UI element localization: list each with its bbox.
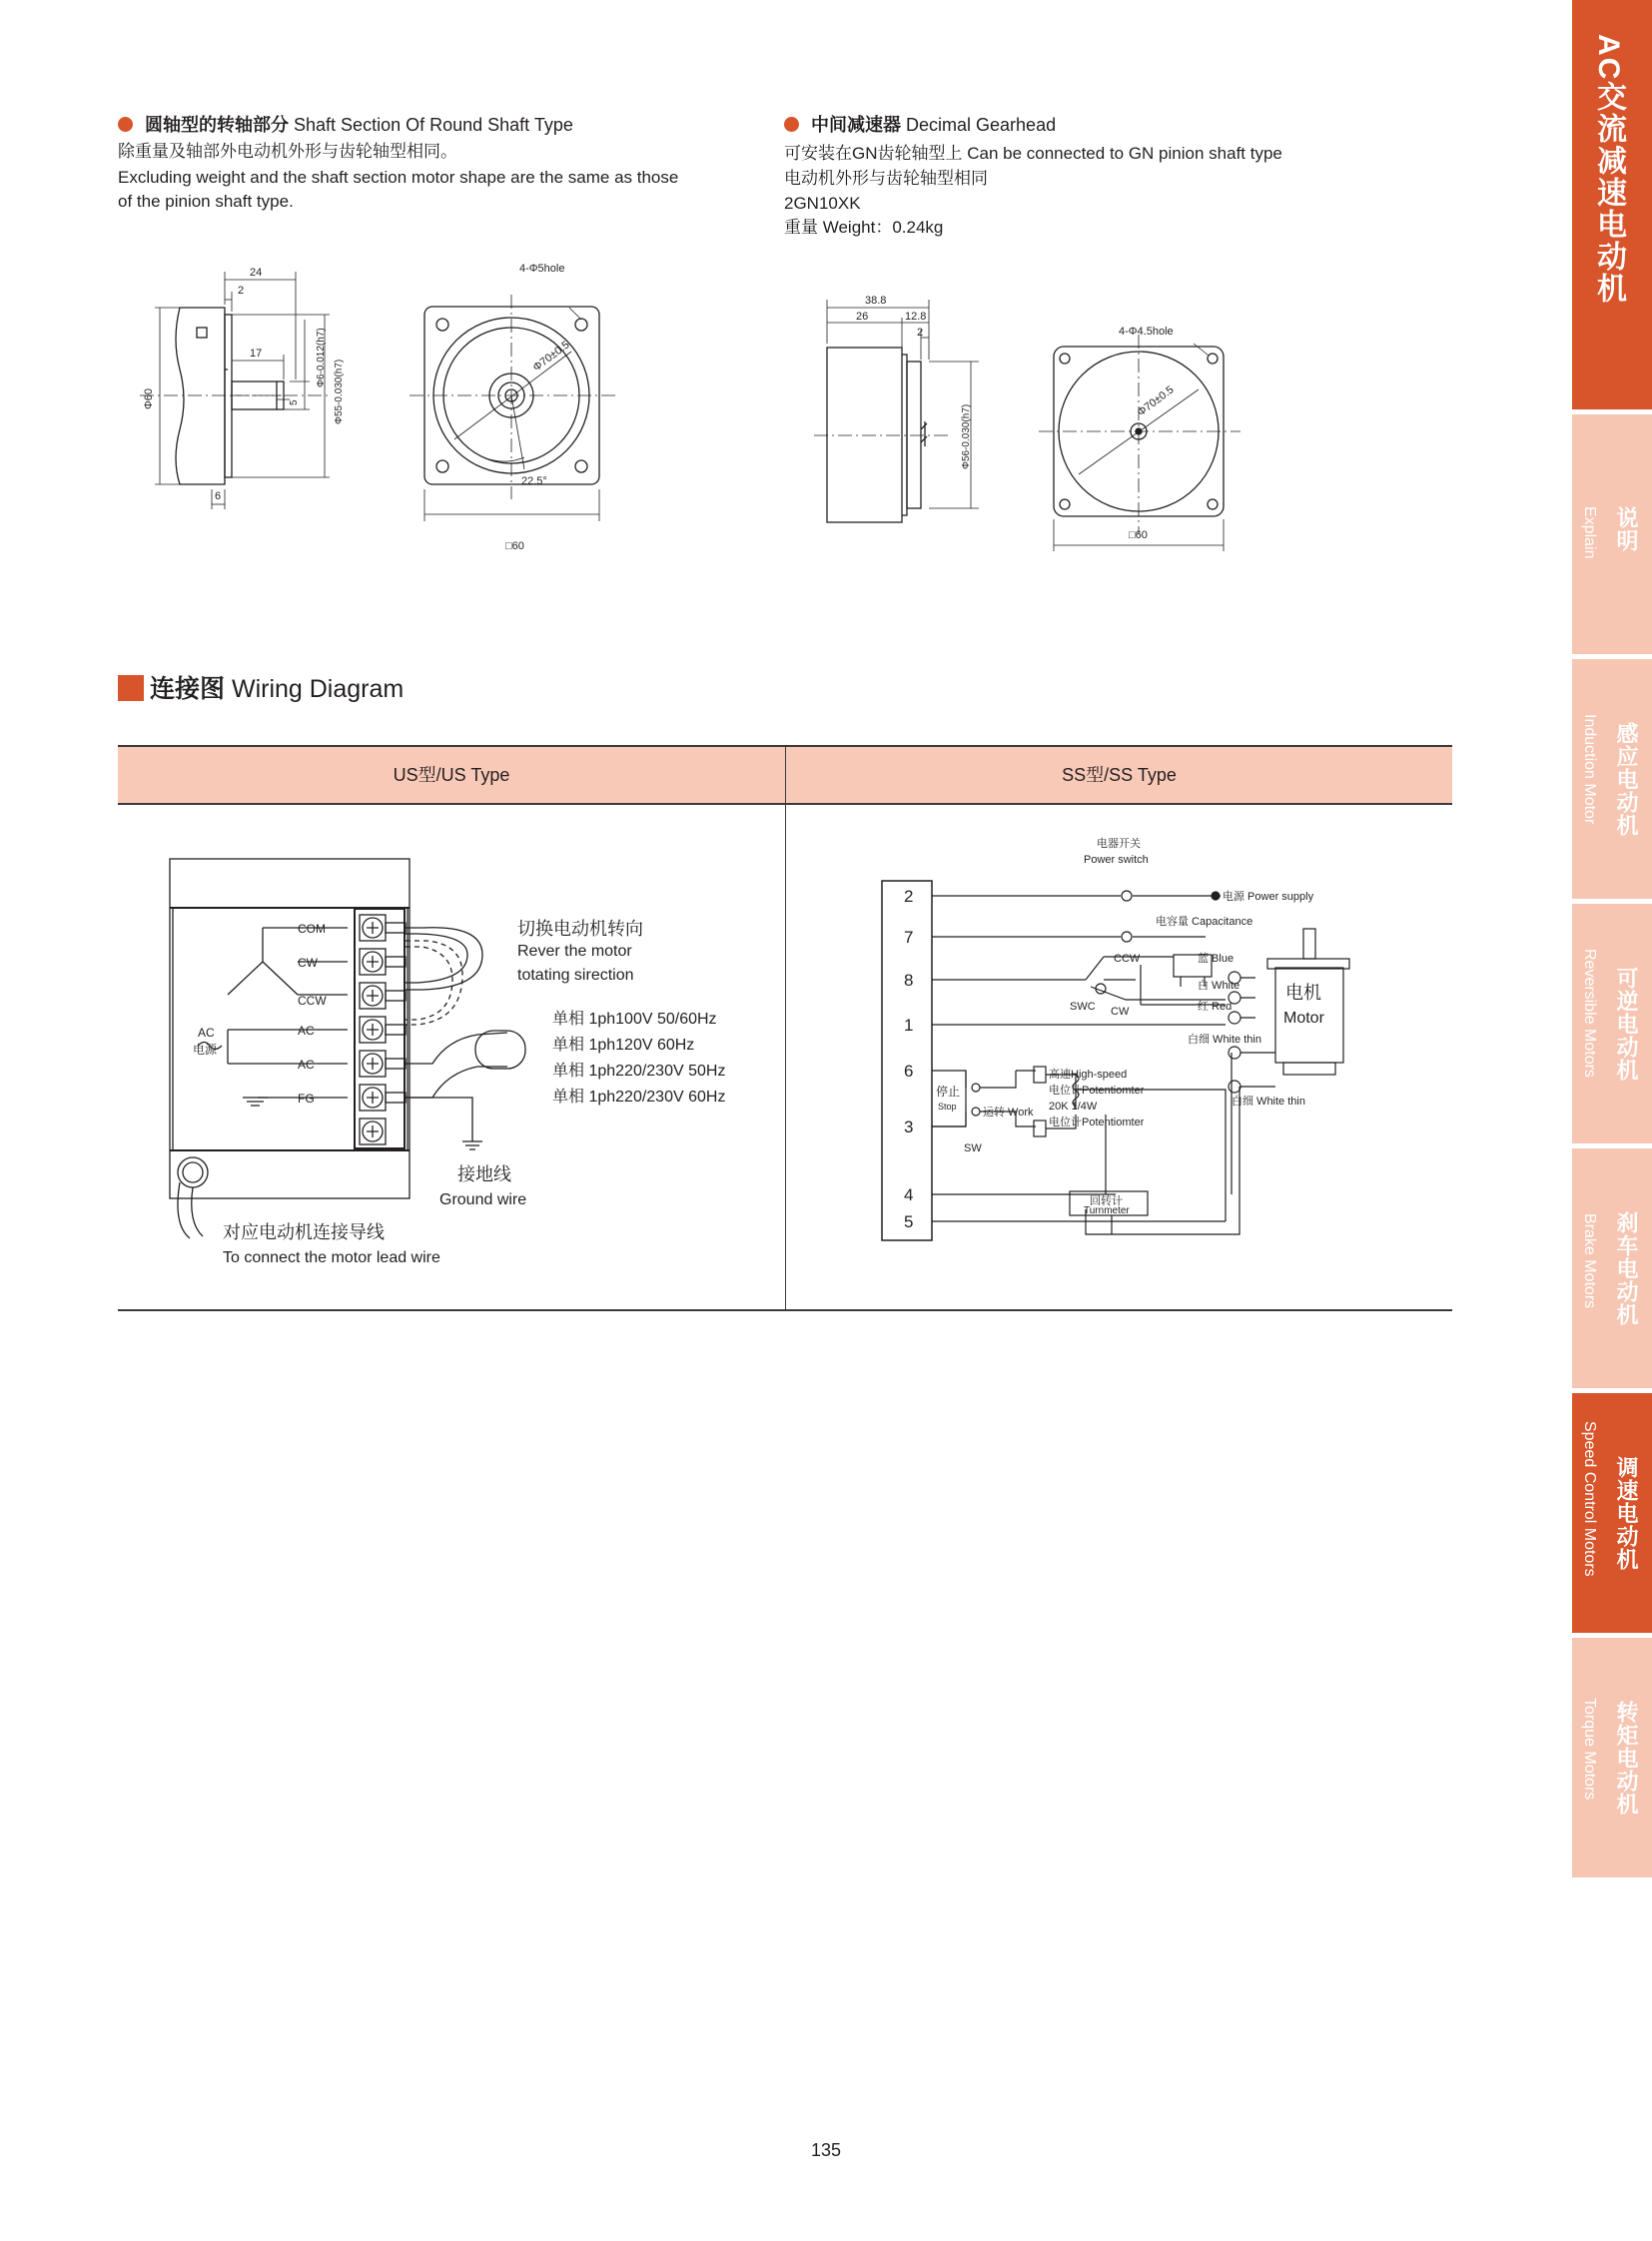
voltage-4: 单相 1ph220/230V 60Hz bbox=[552, 1089, 726, 1106]
pin-7: 7 bbox=[904, 928, 914, 947]
swc-label: SWC bbox=[1070, 1001, 1096, 1013]
square-label: □60 bbox=[1129, 529, 1148, 541]
dim-6: 6 bbox=[215, 490, 222, 502]
red-label: 红 Red bbox=[1198, 1001, 1233, 1013]
right-line4: 重量 Weight：0.24kg bbox=[784, 218, 944, 237]
sidebar bbox=[1572, 0, 1652, 1877]
left-title-zh: 圆轴型的转轴部分 bbox=[145, 115, 289, 135]
tab-reversible-zh: 可逆电动机 bbox=[1614, 967, 1639, 1082]
tab-speed-control-motors[interactable] bbox=[1572, 1393, 1652, 1633]
switch-zh: 切换电动机转向 bbox=[517, 919, 643, 939]
tab-speed-en: Speed Control Motors bbox=[1581, 1421, 1598, 1577]
dim-17: 17 bbox=[250, 348, 263, 360]
col-ss-header: SS型/SS Type bbox=[786, 747, 1452, 803]
ground-en: Ground wire bbox=[439, 1191, 527, 1208]
ccw-label: CCW bbox=[298, 994, 327, 1008]
tab-brake-motors[interactable] bbox=[1572, 1148, 1652, 1388]
ground-zh: 接地线 bbox=[457, 1164, 511, 1184]
gearhead-drawing bbox=[799, 280, 1258, 559]
stop-zh: 停止 bbox=[936, 1085, 961, 1099]
ac1-label: AC bbox=[298, 1024, 315, 1038]
tab-explain[interactable] bbox=[1572, 414, 1652, 654]
holes-label: 4-Φ5hole bbox=[519, 263, 565, 275]
cw-label: CW bbox=[298, 956, 318, 970]
tab-reversible-en: Reversible Motors bbox=[1581, 949, 1598, 1078]
ccw-label: CCW bbox=[1114, 953, 1141, 965]
dim-5: 5 bbox=[289, 399, 300, 405]
voltage-1: 单相 1ph100V 50/60Hz bbox=[552, 1011, 717, 1028]
left-section-title bbox=[118, 113, 573, 137]
white-thin-1: 白细 White thin bbox=[1188, 1034, 1261, 1046]
pin-2: 2 bbox=[904, 887, 914, 906]
power-switch-zh: 电器开关 bbox=[1097, 838, 1141, 850]
pot-2: 电位计Potentiomter bbox=[1049, 1085, 1145, 1097]
tab-speed-zh: 调速电动机 bbox=[1614, 1456, 1639, 1571]
dim-phi56: Φ56-0.030(h7) bbox=[961, 403, 972, 469]
us-wiring-diagram bbox=[118, 805, 785, 1304]
right-line1: 可安装在GN齿轮轴型上 Can be connected to GN pinion shaft type bbox=[784, 144, 1282, 163]
bullet-icon bbox=[118, 117, 133, 132]
tab-torque-motors[interactable] bbox=[1572, 1638, 1652, 1877]
switch-en1: Rever the motor bbox=[517, 943, 632, 960]
pot-4: 电位计Potentiomter bbox=[1049, 1117, 1145, 1128]
dim-phi55: Φ55-0.030(h7) bbox=[334, 359, 345, 424]
table-bottom-rule bbox=[118, 1309, 1452, 1311]
bullet-icon bbox=[784, 117, 799, 132]
left-title-en: Shaft Section Of Round Shaft Type bbox=[294, 115, 573, 135]
angle-label: 22.5° bbox=[521, 475, 547, 487]
right-title-zh: 中间减速器 bbox=[811, 115, 901, 135]
round-shaft-drawing bbox=[130, 260, 629, 559]
fg-label: FG bbox=[298, 1092, 315, 1106]
voltage-2: 单相 1ph120V 60Hz bbox=[552, 1037, 695, 1054]
left-line1: 除重量及轴部外电动机外形与齿轮轴型相同。 bbox=[118, 142, 457, 161]
pcd-label: Φ70±0.5 bbox=[1135, 383, 1177, 419]
tab-brake-en: Brake Motors bbox=[1581, 1213, 1598, 1309]
work-label: 运转 Work bbox=[983, 1107, 1034, 1119]
tab-explain-zh: 说明 bbox=[1614, 506, 1639, 552]
holes-label: 4-Φ4.5hole bbox=[1119, 326, 1174, 338]
stop-en: Stop bbox=[938, 1102, 957, 1112]
pot-3: 20K 1/4W bbox=[1049, 1101, 1098, 1113]
cw-label: CW bbox=[1111, 1006, 1130, 1018]
switch-en2: totating sirection bbox=[517, 967, 634, 984]
tab-induction-en: Induction Motor bbox=[1581, 714, 1598, 825]
dim-phi6: Φ6-0.012(h7) bbox=[316, 328, 327, 387]
power-switch-en: Power switch bbox=[1084, 854, 1149, 866]
motor-wire-en: To connect the motor lead wire bbox=[223, 1249, 440, 1266]
pcd-label: Φ70±0.5 bbox=[530, 339, 572, 374]
left-line3: of the pinion shaft type. bbox=[118, 192, 294, 211]
dim-phi60: Φ60 bbox=[143, 387, 155, 409]
ss-wiring-diagram bbox=[786, 805, 1452, 1304]
dim-26: 26 bbox=[856, 311, 869, 323]
square-label: □60 bbox=[505, 540, 524, 552]
wiring-title-zh: 连接图 bbox=[150, 675, 226, 703]
terminals bbox=[360, 915, 386, 1144]
sidebar-title-tab bbox=[1572, 0, 1652, 409]
right-line3: 2GN10XK bbox=[784, 194, 861, 213]
right-line2: 电动机外形与齿轮轴型相同 bbox=[784, 169, 988, 188]
wiring-heading bbox=[118, 669, 404, 705]
right-title-en: Decimal Gearhead bbox=[906, 115, 1057, 135]
voltage-3: 单相 1ph220/230V 50Hz bbox=[552, 1063, 726, 1080]
pin-4: 4 bbox=[904, 1185, 914, 1204]
ac-zh-label: 电源 bbox=[193, 1043, 218, 1057]
power-supply: 电源 Power supply bbox=[1223, 891, 1314, 903]
sidebar-title: AC交流减速电动机 bbox=[1592, 34, 1625, 306]
com-label: COM bbox=[298, 922, 326, 936]
pin-1: 1 bbox=[904, 1016, 914, 1035]
pin-8: 8 bbox=[904, 971, 914, 990]
ac2-label: AC bbox=[298, 1058, 315, 1072]
dim-2: 2 bbox=[238, 285, 245, 297]
tab-induction-motor[interactable] bbox=[1572, 659, 1652, 899]
blue-label: 蓝 Blue bbox=[1198, 953, 1235, 965]
right-section-title bbox=[784, 113, 1056, 137]
tab-induction-zh: 感应电动机 bbox=[1614, 722, 1639, 837]
col-us-header: US型/US Type bbox=[118, 747, 785, 803]
dim-24: 24 bbox=[250, 267, 263, 279]
turnmeter-zh: 回转计 bbox=[1090, 1195, 1123, 1207]
pin-5: 5 bbox=[904, 1212, 914, 1231]
turnmeter-en: Turnmeter bbox=[1084, 1205, 1130, 1216]
tab-reversible-motors[interactable] bbox=[1572, 904, 1652, 1143]
dim-12-8: 12.8 bbox=[905, 311, 927, 323]
motor-wire-zh: 对应电动机连接导线 bbox=[223, 1222, 385, 1242]
motor-zh: 电机 bbox=[1285, 983, 1321, 1003]
dim-38-8: 38.8 bbox=[865, 295, 887, 307]
page-number: 135 bbox=[811, 2140, 842, 2160]
wiring-title-en: Wiring Diagram bbox=[231, 675, 405, 703]
pot-1: 高速High-speed bbox=[1049, 1069, 1128, 1081]
tab-torque-en: Torque Motors bbox=[1581, 1698, 1598, 1801]
ac-label: AC bbox=[198, 1026, 215, 1040]
sw-label: SW bbox=[964, 1142, 982, 1154]
white-thin-2: 白细 White thin bbox=[1232, 1096, 1305, 1108]
dim-2: 2 bbox=[917, 327, 924, 339]
square-icon bbox=[118, 675, 144, 701]
white-label: 白 White bbox=[1198, 980, 1240, 992]
pin-3: 3 bbox=[904, 1118, 914, 1136]
left-line2: Excluding weight and the shaft section motor shape are the same as those bbox=[118, 168, 679, 187]
tab-torque-zh: 转矩电动机 bbox=[1614, 1701, 1639, 1816]
side-body bbox=[176, 308, 225, 484]
tab-brake-zh: 刹车电动机 bbox=[1614, 1211, 1639, 1326]
capacitance: 电容量 Capacitance bbox=[1156, 916, 1253, 928]
tab-explain-en: Explain bbox=[1581, 506, 1598, 559]
pin-6: 6 bbox=[904, 1062, 914, 1081]
motor-en: Motor bbox=[1283, 1010, 1324, 1027]
